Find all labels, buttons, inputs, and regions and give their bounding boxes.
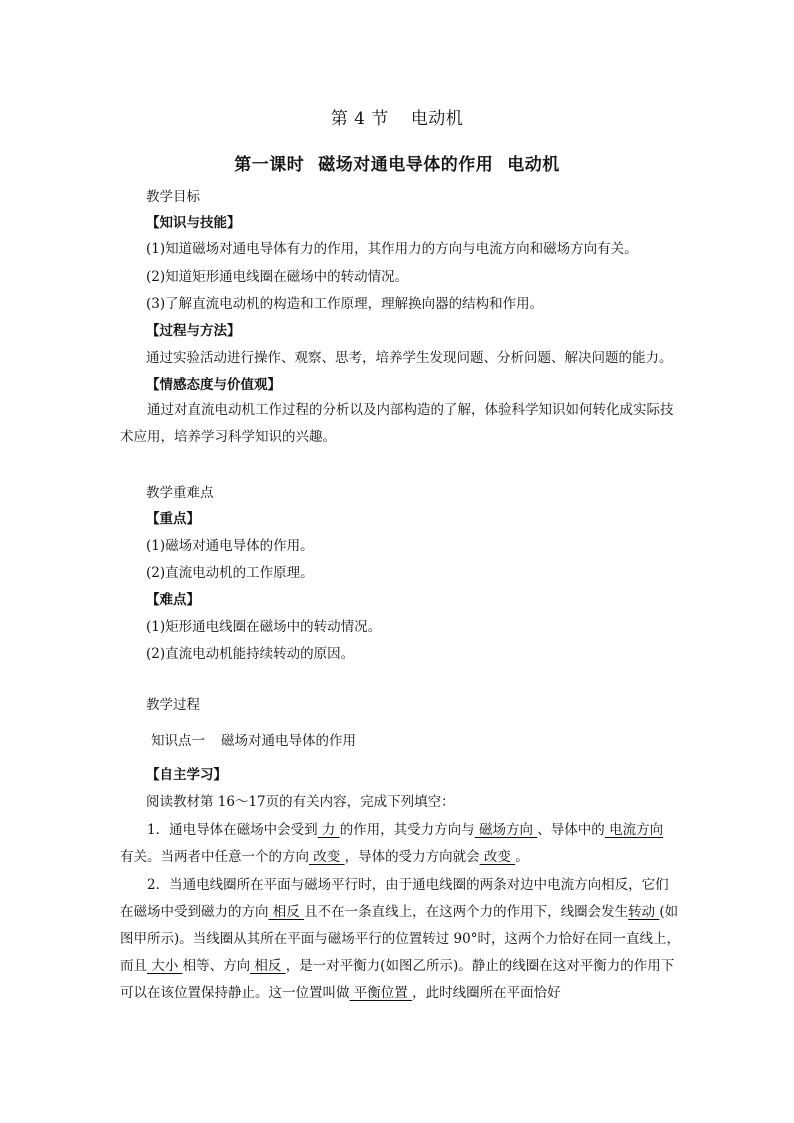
blank-answer: 转动 bbox=[628, 904, 660, 920]
process-method-heading: 【过程与方法】 bbox=[146, 323, 241, 339]
process-heading: 教学过程 bbox=[146, 697, 200, 713]
emotion-text: 通过对直流电动机工作过程的分析以及内部构造的了解，体验科学知识如何转化成实际技术应用，培养学习科学知识的兴趣。 bbox=[120, 402, 674, 445]
lesson-topic: 磁场对通电导体的作用 bbox=[318, 155, 494, 175]
topic-name: 磁场对通电导体的作用 bbox=[221, 733, 356, 749]
key-points-heading: 教学重难点 bbox=[146, 485, 214, 501]
knowledge-heading: 【知识与技能】 bbox=[146, 215, 241, 231]
knowledge-item-1: (1)知道磁场对通电导体有力的作用，其作用力的方向与电流方向和磁场方向有关。 bbox=[146, 241, 638, 257]
topic-heading bbox=[151, 730, 356, 752]
blank-answer: 磁场方向 bbox=[474, 822, 538, 838]
question-2: 2．当通电线圈所在平面与磁场平行时，由于通电线圈的两条对边中电流方向相反，它们在磁场中受到磁力的方向 相反 且不在一条直线上，在这两个力的作用下，线圈会发生转动 (如图甲所示)。当线圈从其所在平面与磁场平行的位置转过 90°时，这两个力恰好在同一直线上，而且 大小 相等、方向 相反 ，是一对平衡力(如图乙所示)。静止的线圈在这对平衡力的作用下可以在该位置保持静止。这一位置叫做 平衡位置 ，此时线圈所在平面恰好 bbox=[120, 877, 680, 1001]
section-title bbox=[0, 104, 794, 129]
blank-answer: 相反 bbox=[268, 904, 305, 920]
blank-answer: 改变 bbox=[479, 849, 516, 865]
process-method-text: 通过实验活动进行操作、观察、思考，培养学生发现问题、分析问题、解决问题的能力。 bbox=[146, 350, 673, 366]
lesson-motor: 电动机 bbox=[507, 155, 560, 175]
question-1: 1．通电导体在磁场中会受到 力 的作用，其受力方向与 磁场方向 、导体中的 电流方向 有关。当两者中任意一个的方向 改变 ，导体的受力方向就会 改变 。 bbox=[120, 822, 664, 865]
emotion-paragraph bbox=[120, 397, 680, 451]
lesson-title bbox=[0, 150, 794, 175]
section-number: 第 4 节 bbox=[330, 109, 389, 129]
self-study-heading: 【自主学习】 bbox=[146, 767, 227, 783]
emotion-heading: 【情感态度与价值观】 bbox=[146, 377, 281, 393]
blank-answer: 大小 bbox=[147, 958, 183, 974]
blank-answer: 相反 bbox=[250, 958, 286, 974]
important-item-1: (1)磁场对通电导体的作用。 bbox=[146, 538, 314, 554]
topic-label: 知识点一 bbox=[151, 733, 205, 749]
lesson-label: 第一课时 bbox=[234, 155, 305, 175]
difficult-heading: 【难点】 bbox=[146, 592, 200, 608]
knowledge-item-3: (3)了解直流电动机的构造和工作原理，理解换向器的结构和作用。 bbox=[146, 296, 544, 312]
reading-instruction: 阅读教材第 16～17页的有关内容，完成下列填空： bbox=[146, 794, 455, 810]
knowledge-item-2: (2)知道矩形通电线圈在磁场中的转动情况。 bbox=[146, 269, 409, 285]
important-heading: 【重点】 bbox=[146, 511, 200, 527]
difficult-item-2: (2)直流电动机能持续转动的原因。 bbox=[146, 646, 355, 662]
blank-answer: 改变 bbox=[309, 849, 345, 865]
section-name: 电动机 bbox=[410, 109, 464, 129]
blank-answer: 平衡位置 bbox=[349, 985, 413, 1001]
important-item-2: (2)直流电动机的工作原理。 bbox=[146, 565, 314, 581]
blank-answer: 电流方向 bbox=[604, 822, 664, 838]
blank-answer: 力 bbox=[317, 822, 340, 838]
difficult-item-1: (1)矩形通电线圈在磁场中的转动情况。 bbox=[146, 619, 382, 635]
goals-heading: 教学目标 bbox=[146, 189, 200, 205]
